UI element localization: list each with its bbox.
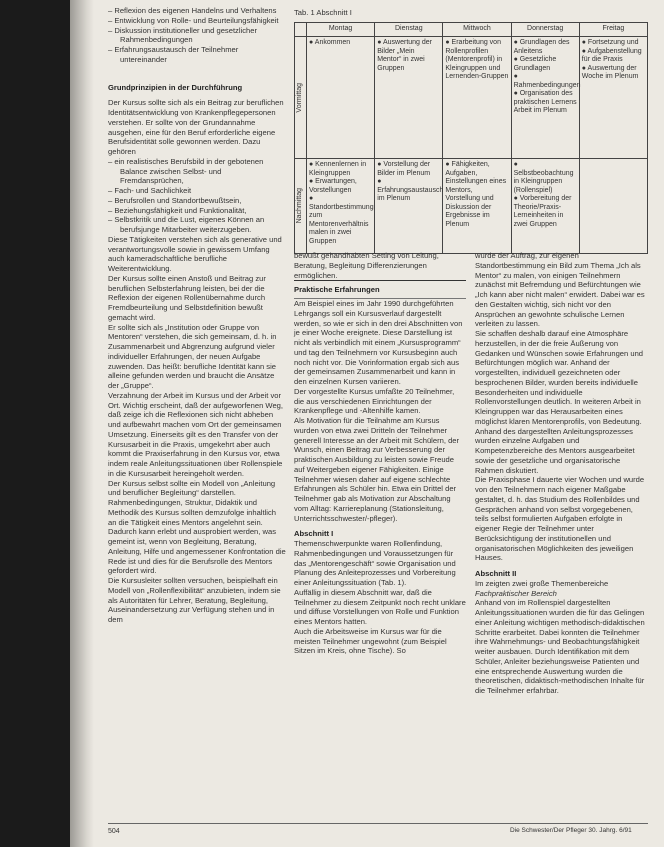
subsection-heading: Abschnitt II	[475, 569, 517, 578]
text-column-2	[294, 251, 466, 656]
paragraph: Auffällig in diesem Abschnitt war, daß die Teilnehmer zu diesem Zeitpunkt noch recht unklare und diffuse Vorstellungen von Rolle und Funktion eines Mentors hatten.	[294, 587, 466, 626]
list-item: – Reflexion des eigenen Handelns und Verhaltens	[108, 6, 277, 15]
row-label: Nachmittag	[296, 188, 304, 224]
table-header-cell: Montag	[307, 23, 375, 37]
paragraph: Als Motivation für die Teilnahme am Kursus wurden von etwa zwei Dritteln der Teilnehmer generell Interesse an der Arbeit mit Schülern, der Wunsch, einen Beitrag zur Verbesserung der praktischen Ausbildung zu leisten sowie Freude auf Weitergeben eigener Fähigkeiten. Einige Teilnehmer wiesen daher auf eigene schlechte Erfahrungen als Schüler hin. Etwa ein Drittel der Teilnehmer gab als Motivation zur Abschaltung vom Alltag: Karriereplanung (Stationsleitung, Unterrichtsschwester/-pfleger).	[294, 416, 460, 523]
paragraph: Im zeigten zwei große Themenbereiche	[475, 578, 609, 588]
list-item: – Fach- und Sachlichkeit	[108, 186, 192, 195]
table-header-cell: Freitag	[579, 23, 647, 37]
paragraph: Sie schaffen deshalb darauf eine Atmosphäre herzustellen, in der die freie Äußerung von Gedanken und Wünschen sowie Erfahrungen und Befürchtungen möglich war. Anhand der vorgestellten, individuell gezeichneten oder besprochenen Bilder, wurden bereits individuelle Besonderheiten und individuelle Rollenvorstellungen deutlich. In weiteren Arbeit in Kleingruppen war das Herausarbeiten eines möglichst klaren Mentorenprofils, von Bedeutung. Anhand des dargestellten Anleitungsprozesses wurden einzelne Aufgaben und Kompetenzbereiche des Mentors ausgearbeitet sowie der gesetzliche und organisatorische Rahmen diskutiert.	[475, 329, 644, 475]
table-header-row	[295, 23, 648, 37]
paragraph: Themenschwerpunkte waren Rollenfindung, Rahmenbedingungen und Voraussetzungen für das „Mentorengeschäft“ sowie Organisation und Planung des Anleiteprozesses und Vorbereitung einer Anleitungssituation (Tab. 1).	[294, 539, 456, 587]
text-column-1	[108, 6, 286, 625]
paragraph: Der vorgestellte Kursus umfaßte 20 Teilnehmer, die aus verschiedenen Einrichtungen der Krankenpflege und -Altenhilfe kamen.	[294, 386, 455, 416]
table-cell: ● Selbstbeobachtung in Kleingruppen (Rollenspiel) ● Vorbereitung der Theorie/Praxis-Lerneinheiten in zwei Gruppen	[511, 159, 579, 254]
table-header-cell: Dienstag	[375, 23, 443, 37]
paragraph: Die Praxisphase I dauerte vier Wochen und wurde von den Teilnehmern nach eigener Maßgabe gestaltet, d. h. das Studium des Rollenbildes und Gesprächen anhand von selbst vorgegebenen, teils selbst formulierten Aufgaben erfolgte in eigener Regie der Teilnehmer unter Berücksichtigung der institutionellen und organisatorischen Möglichkeiten des jeweiligen Hauses.	[475, 475, 645, 563]
section-heading: Praktische Erfahrungen	[294, 280, 466, 299]
table-corner-cell	[295, 23, 307, 37]
list-item: – Diskussion institutioneller und gesetzlicher Rahmenbedingungen	[108, 25, 257, 45]
table-cell: ● Grundlagen des Anleitens ● Gesetzliche Grundlagen ● Rahmenbedingungen ● Organisation des praktischen Lernens Arbeit im Plenum	[511, 37, 579, 159]
table-cell: ● Auswertung der Bilder „Mein Mentor“ in zwei Gruppen	[375, 37, 443, 159]
page-gutter-shadow	[70, 0, 94, 847]
table-header-cell: Mittwoch	[443, 23, 511, 37]
page-number: 504	[108, 828, 120, 835]
table-row	[295, 37, 648, 159]
table-cell: ● Vorstellung der Bilder im Plenum ● Erfahrungsaustausch im Plenum	[375, 159, 443, 254]
table-header-cell: Donnerstag	[511, 23, 579, 37]
list-item: – Berufsrollen und Standortbewußtsein,	[108, 195, 242, 205]
table-cell: ● Erarbeitung von Rollenprofilen (Mentorenprofil) in Kleingruppen und Lernenden-Gruppen	[443, 37, 511, 159]
paragraph: Auch die Arbeitsweise im Kursus war für die meisten Teilnehmer ungewohnt (zum Beispiel Sitzen im Kreis, ohne Tische). So	[294, 626, 447, 656]
table-cell: ● Ankommen	[307, 37, 375, 159]
row-label-cell	[295, 159, 307, 254]
list-item: – Selbstkritik und die Lust, eigenes Können an berufsjunge Mitarbeiter weiterzugeben.	[108, 215, 265, 234]
row-label-cell	[295, 37, 307, 159]
journal-citation: Die Schwester/Der Pfleger 30. Jahrg. 6/91	[510, 827, 632, 834]
paragraph: Diese Tätigkeiten verstehen sich als generative und verantwortungsvolle sowie in gewissem Umfang auch kameradschaftliche berufliche Weiterentwicklung.	[108, 234, 282, 273]
paragraph: Verzahnung der Arbeit im Kursus und der Arbeit vor Ort. Wichtig erscheint, daß der aufgeworfenen Weg, daß zeige ich die Reflexionen sich nicht abheben und aufbewahrt machen vom Ort der gemeinsamen Umsetzung. Einerseits gilt es den Transfer von der Kursusarbeit in die Praxis, umgekehrt aber auch kommt die Praxiserfahrung in den Kursus vor, etwa indem reale Anleitungssituationen über Rollenspiele in die Kursusarbeit hereingeholt werden.	[108, 390, 284, 478]
list-item: – Beziehungsfähigkeit und Funktionalität,	[108, 205, 247, 215]
paragraph: Er sollte sich als „Institution oder Gruppe von Mentoren“ verstehen, die sich gemeinsam, d. h. in Zusammenarbeit und Abgrenzung aufgrund vieler individueller Erfahrungen, der neuen Aufgabe zuwenden. Das heißt: berufliche Identität kann sie alleine gefunden werden und braucht die Ansätze der „Gruppe“.	[108, 322, 277, 390]
paragraph: Die Kursusleiter sollten versuchen, beispielhaft ein Modell von „Rollenflexibilität“ anzubieten, indem sie als Autoritäten für Lehrer, Beratung, Begleitung, Auseinandersetzung zur Verfügung stehen und in dem	[108, 576, 281, 624]
paragraph: Der Kursus sollte sich als ein Beitrag zur beruflichen Identitätsentwicklung von Krankenpflegepersonen verstehen. Er sollte von der Grundannahme ausgehen, eine für den Beruf erforderliche eigene Berufsidentität solle gewonnen werden. Dazu gehören	[108, 98, 284, 156]
paragraph: Anhand von im Rollenspiel dargestellten Anleitungssituationen wurden die für das Gelingen einer Anleitung wichtigen methodisch-didaktischen Schritte erarbeitet. Dabei konnten die Teilnehmer ihre Wahrnehmungs- und Beobachtungsfähigkeit weiter ausbauen. Durch Identifikation mit dem Schüler, Anleiter beziehungsweise Patienten und eine entsprechende Auswertung wurden die theoretischen, didaktisch-methodischen Inhalte für die Teilnehmer erfahrbar.	[475, 598, 645, 695]
paragraph: Am Beispiel eines im Jahr 1990 durchgeführten Lehrgangs soll ein Kursusverlauf dargestellt werden, so wie er sich in den drei Abschnitten von je einer Woche ereignete. Diese Darstellung ist nicht als verbindlich mit einem „Kursusprogramm“ und tag den Teilnehmern vor Kursusbeginn auch noch nicht vor. Die Vorinformation ergab sich aus der gemeinsamen Zusammenarbeit und kann in den einzelnen Kursen variieren.	[294, 299, 463, 386]
list-item: – Entwicklung von Rolle- und Beurteilungsfähigkeit	[108, 15, 279, 25]
section-heading: Grundprinzipien in der Durchführung	[108, 82, 243, 92]
table-cell	[579, 159, 647, 254]
subsection-heading: Abschnitt I	[294, 529, 334, 539]
table-cell: ● Fortsetzung und ● Aufgabenstellung für die Praxis ● Auswertung der Woche im Plenum	[579, 37, 647, 159]
paragraph: Der Kursus selbst sollte ein Modell von „Anleitung und beruflicher Begleitung“ darstellen. Rahmenbedingungen, Struktur, Didaktik und Methodik des Kursus sollten demzufolge inhaltlich an die Tätigkeit eines Mentors angelehnt sein. Dadurch kann erlebt und ausprobiert werden, was gemeint ist, wenn von Begleitung, Beratung, Anleitung, Hilfe und angemessener Konfrontation die Rede ist und dies für die Berufsrolle des Mentors gefordert wird.	[108, 478, 286, 576]
table-title: Tab. 1 Abschnitt I	[294, 8, 352, 17]
row-label: Vormittag	[296, 82, 304, 113]
list-item: – ein realistisches Berufsbild in der gebotenen Balance zwischen Selbst- und Fremdansprüchen,	[108, 156, 264, 186]
paragraph: Der Kursus sollte einen Anstoß und Beitrag zur beruflichen Selbsterfahrung leisten, bei der die Reflexion der eigenen Rollenübernahme durch Fremdbeurteilung und Selbstdefinition bewußt gemacht wird.	[108, 273, 266, 322]
table-cell: ● Fähigkeiten, Aufgaben, Einstellungen eines Mentors, Vorstellung und Diskussion der Ergebnisse im Plenum	[443, 159, 511, 254]
subsection-subheading: Fachpraktischer Bereich	[475, 588, 557, 598]
paragraph: bewußt gehandhabten Setting von Leitung, Beratung, Begleitung Differenzierungen ermöglichen.	[294, 251, 439, 280]
schedule-table	[294, 22, 648, 254]
footer-rule	[108, 823, 648, 824]
text-column-3	[475, 251, 647, 696]
table-row	[295, 159, 648, 254]
table-cell: ● Kennenlernen in Kleingruppen ● Erwartungen, Vorstellungen ● Standortbestimmung zum Mentorenverhältnis malen in zwei Gruppen	[307, 159, 375, 254]
paragraph: wurde der Auftrag, zur eigenen Standortbestimmung ein Bild zum Thema „Ich als Mentor“ zu malen, von einigen Teilnehmern zunächst mit Befremdung und Befürchtungen wie „Ich kann aber nicht malen“ erwidert. Dabei war es den Gestalten wichtig, sich nicht vor den Ansprüchen an gewohnte schulische Lernen verleiten zu lassen.	[475, 251, 645, 329]
journal-page	[70, 0, 664, 847]
list-item: – Erfahrungsaustausch der Teilnehmer untereinander	[108, 45, 239, 64]
